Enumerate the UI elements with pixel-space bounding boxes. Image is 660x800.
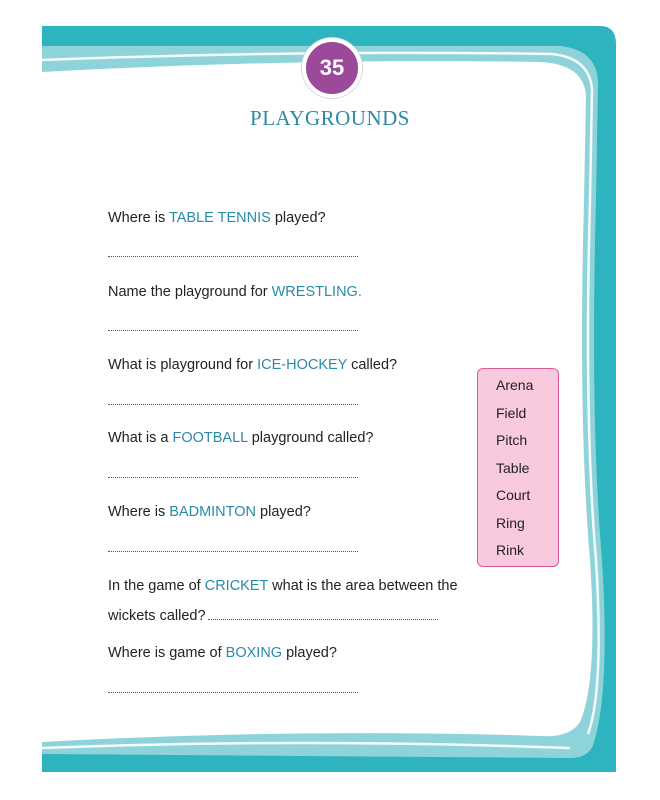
question-6: In the game of CRICKET what is the area between the	[108, 578, 458, 594]
page-title: PLAYGROUNDS	[250, 106, 410, 130]
word-bank-item: Rink	[496, 542, 525, 558]
page-number: 35	[319, 55, 345, 80]
keyword: WRESTLING.	[271, 284, 362, 300]
word-bank-item: Field	[496, 404, 527, 421]
question-5: Where is BADMINTON played?	[108, 504, 311, 520]
keyword: ICE-HOCKEY	[257, 357, 348, 373]
answer-line-3[interactable]	[108, 404, 358, 405]
word-bank-item: Ring	[496, 514, 525, 531]
question-1: Where is TABLE TENNIS played?	[108, 210, 326, 226]
word-bank-item: Pitch	[496, 432, 528, 448]
question-4: What is a FOOTBALL playground called?	[108, 430, 374, 446]
keyword: CRICKET	[204, 578, 269, 594]
keyword: BOXING	[225, 645, 283, 661]
answer-line-7[interactable]	[108, 692, 358, 693]
keyword: BADMINTON	[169, 504, 256, 520]
answer-line-4[interactable]	[108, 477, 358, 478]
answer-line-5[interactable]	[108, 551, 358, 552]
answer-line-2[interactable]	[108, 330, 358, 331]
question-6-line-2: wickets called?	[108, 608, 206, 624]
answer-line-6[interactable]	[208, 619, 438, 620]
word-bank	[477, 368, 559, 567]
question-3: What is playground for ICE-HOCKEY called?	[108, 357, 398, 373]
word-bank-item: Court	[496, 487, 531, 503]
question-2: Name the playground for WRESTLING.	[108, 284, 362, 300]
question-7: Where is game of BOXING played?	[108, 645, 337, 661]
answer-line-1[interactable]	[108, 256, 358, 257]
word-bank-item: Table	[496, 459, 530, 476]
word-bank-item: Arena	[496, 377, 534, 393]
page-number-badge	[302, 38, 362, 98]
keyword: FOOTBALL	[172, 430, 248, 446]
keyword: TABLE TENNIS	[168, 210, 271, 226]
